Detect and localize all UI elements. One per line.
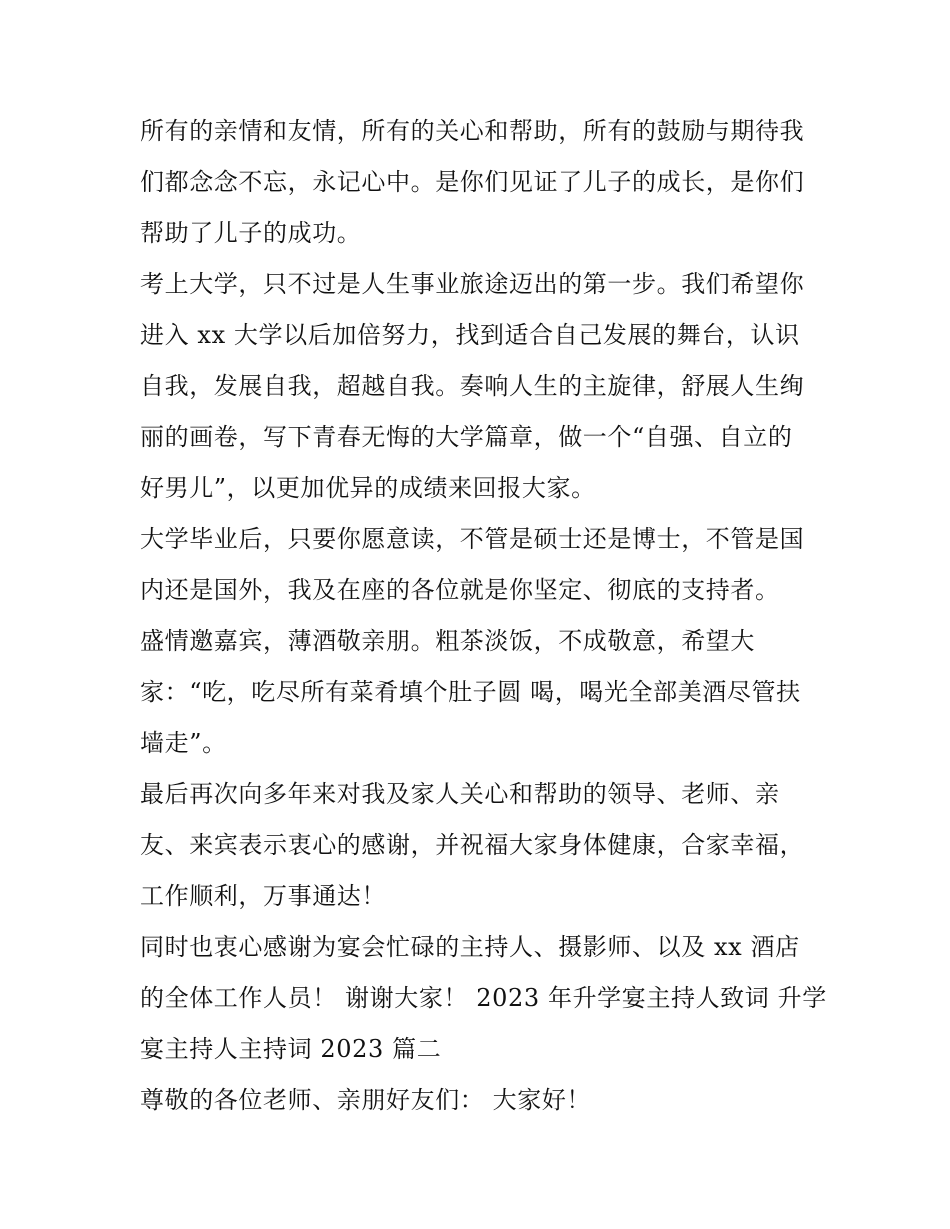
text-line-9: 大学毕业后，只要你愿意读，不管是硕士还是博士，不管是国 [140, 525, 805, 553]
text-line-7: 丽的画卷，写下青春无悔的大学篇章，做一个“自强、自立的 [140, 423, 793, 451]
text-line-15: 友、来宾表示衷心的感谢，并祝福大家身体健康，合家幸福， [140, 831, 805, 859]
text-line-17: 同时也衷心感谢为宴会忙碌的主持人、摄影师、以及 xx 酒店 [140, 933, 800, 961]
text-line-16: 工作顺利，万事通达！ [140, 882, 386, 910]
text-line-20: 尊敬的各位老师、亲朋好友们： 大家好！ [140, 1086, 592, 1114]
text-line-18: 的全体工作人员！ 谢谢大家！ 2023 年升学宴主持人致词 升学 [140, 984, 827, 1012]
text-line-1: 所有的亲情和友情，所有的关心和帮助，所有的鼓励与期待我 [140, 117, 805, 145]
text-line-6: 自我，发展自我，超越自我。奏响人生的主旋律，舒展人生绚 [140, 372, 805, 400]
text-line-19: 宴主持人主持词 2023 篇二 [140, 1035, 442, 1063]
text-line-12: 家：“吃，吃尽所有菜肴填个肚子圆 喝，喝光全部美酒尽管扶 [140, 678, 801, 706]
text-line-4: 考上大学，只不过是人生事业旅途迈出的第一步。我们希望你 [140, 270, 805, 298]
text-line-5: 进入 xx 大学以后加倍努力，找到适合自己发展的舞台，认识 [140, 321, 800, 349]
text-line-14: 最后再次向多年来对我及家人关心和帮助的领导、老师、亲 [140, 780, 780, 808]
text-line-8: 好男儿”，以更加优异的成绩来回报大家。 [140, 474, 596, 502]
text-line-10: 内还是国外，我及在座的各位就是你坚定、彻底的支持者。 [140, 576, 780, 604]
text-line-11: 盛情邀嘉宾，薄酒敬亲朋。粗茶淡饭，不成敬意，希望大 [140, 627, 755, 655]
text-line-13: 墙走”。 [140, 729, 227, 757]
document-body [140, 106, 827, 1126]
text-line-2: 们都念念不忘，永记心中。是你们见证了儿子的成长，是你们 [140, 168, 805, 196]
text-line-3: 帮助了儿子的成功。 [140, 219, 362, 247]
